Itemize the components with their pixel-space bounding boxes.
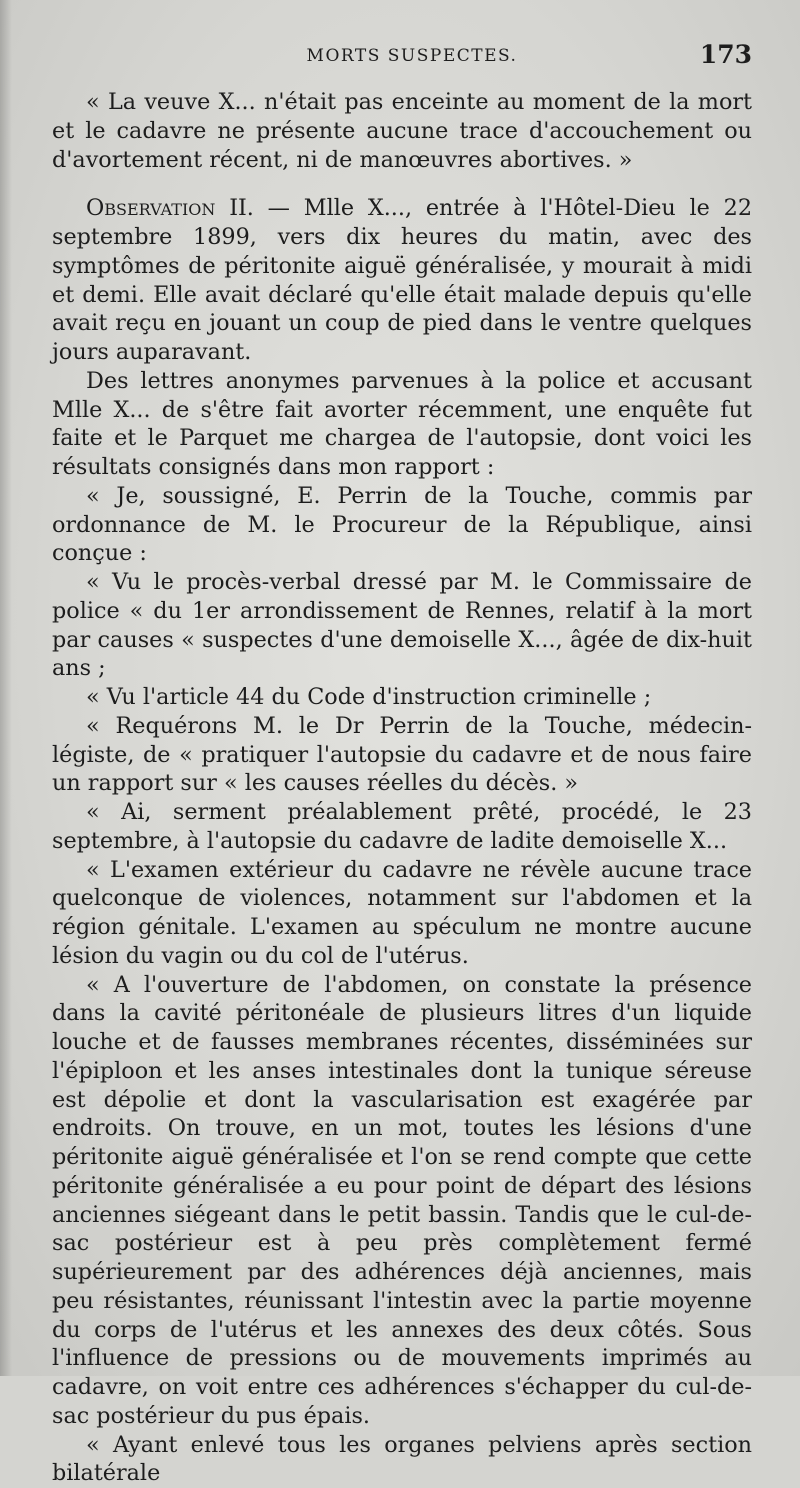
running-title: MORTS SUSPECTES. <box>52 46 752 66</box>
paragraph: Des lettres anonymes parvenues à la police et accusant Mlle X... de s'être fait avorter récemment, une enquête fut faite et le Parquet me chargea de l'autopsie, dont voici les résultats consignés dans mon rapport : <box>52 367 752 482</box>
paragraph: « L'examen extérieur du cadavre ne révèle aucune trace quelconque de violences, notamment sur l'abdomen et la région génitale. L'examen au spéculum ne montre aucune lésion du vagin ou du col de l'utérus. <box>52 856 752 971</box>
paragraph: « A l'ouverture de l'abdomen, on constate la présence dans la cavité péritonéale de plusieurs litres d'un liquide louche et de fausses membranes récentes, disséminées sur l'épiploon et les anses intestinales dont la tunique séreuse est dépolie et dont la vascularisation est exagérée par endroits. On trouve, en un mot, toutes les lésions d'une péritonite aiguë généralisée et l'on se rend compte que cette péritonite généralisée a eu pour point de départ des lésions anciennes siégeant dans le petit bassin. Tandis que le cul-de-sac postérieur est à peu près complètement fermé supérieurement par des adhérences déjà anciennes, mais peu résistantes, réunissant l'intestin avec la partie moyenne du corps de l'utérus et les annexes des deux côtés. Sous l'influence de pressions ou de mouvements imprimés au cadavre, on voit entre ces adhérences s'échapper du cul-de-sac postérieur du pus épais. <box>52 971 752 1431</box>
running-head <box>52 40 752 80</box>
paragraph: « Ayant enlevé tous les organes pelviens après section bilatérale <box>52 1431 752 1488</box>
paragraph: « Vu l'article 44 du Code d'instruction criminelle ; <box>52 683 752 712</box>
paragraph: « La veuve X... n'était pas enceinte au moment de la mort et le cadavre ne présente aucune trace d'accouchement ou d'avortement récent, ni de manœuvres abortives. » <box>52 88 752 174</box>
binding-shadow <box>0 0 12 1376</box>
paragraph: « Ai, serment préalablement prêté, procédé, le 23 septembre, à l'autopsie du cadavre de ladite demoiselle X... <box>52 798 752 856</box>
page-number: 173 <box>700 40 752 69</box>
observation-label: Observation II. <box>86 195 254 221</box>
paragraph: « Vu le procès-verbal dressé par M. le Commissaire de police « du 1er arrondissement de Rennes, relatif à la mort par causes « suspectes d'une demoiselle X..., âgée de dix-huit ans ; <box>52 568 752 683</box>
paragraph: « Requérons M. le Dr Perrin de la Touche, médecin-légiste, de « pratiquer l'autopsie du cadavre et de nous faire un rapport sur « les causes réelles du décès. » <box>52 712 752 798</box>
paragraph-observation: Observation II. — Mlle X..., entrée à l'Hôtel-Dieu le 22 septembre 1899, vers dix heures du matin, avec des symptômes de péritonite aiguë généralisée, y mourait à midi et demi. Elle avait déclaré qu'elle était malade depuis qu'elle avait reçu en jouant un coup de pied dans le ventre quelques jours auparavant. <box>52 194 752 367</box>
paragraph: « Je, soussigné, E. Perrin de la Touche, commis par ordonnance de M. le Procureur de la République, ainsi conçue : <box>52 482 752 568</box>
body-text <box>52 88 752 1488</box>
